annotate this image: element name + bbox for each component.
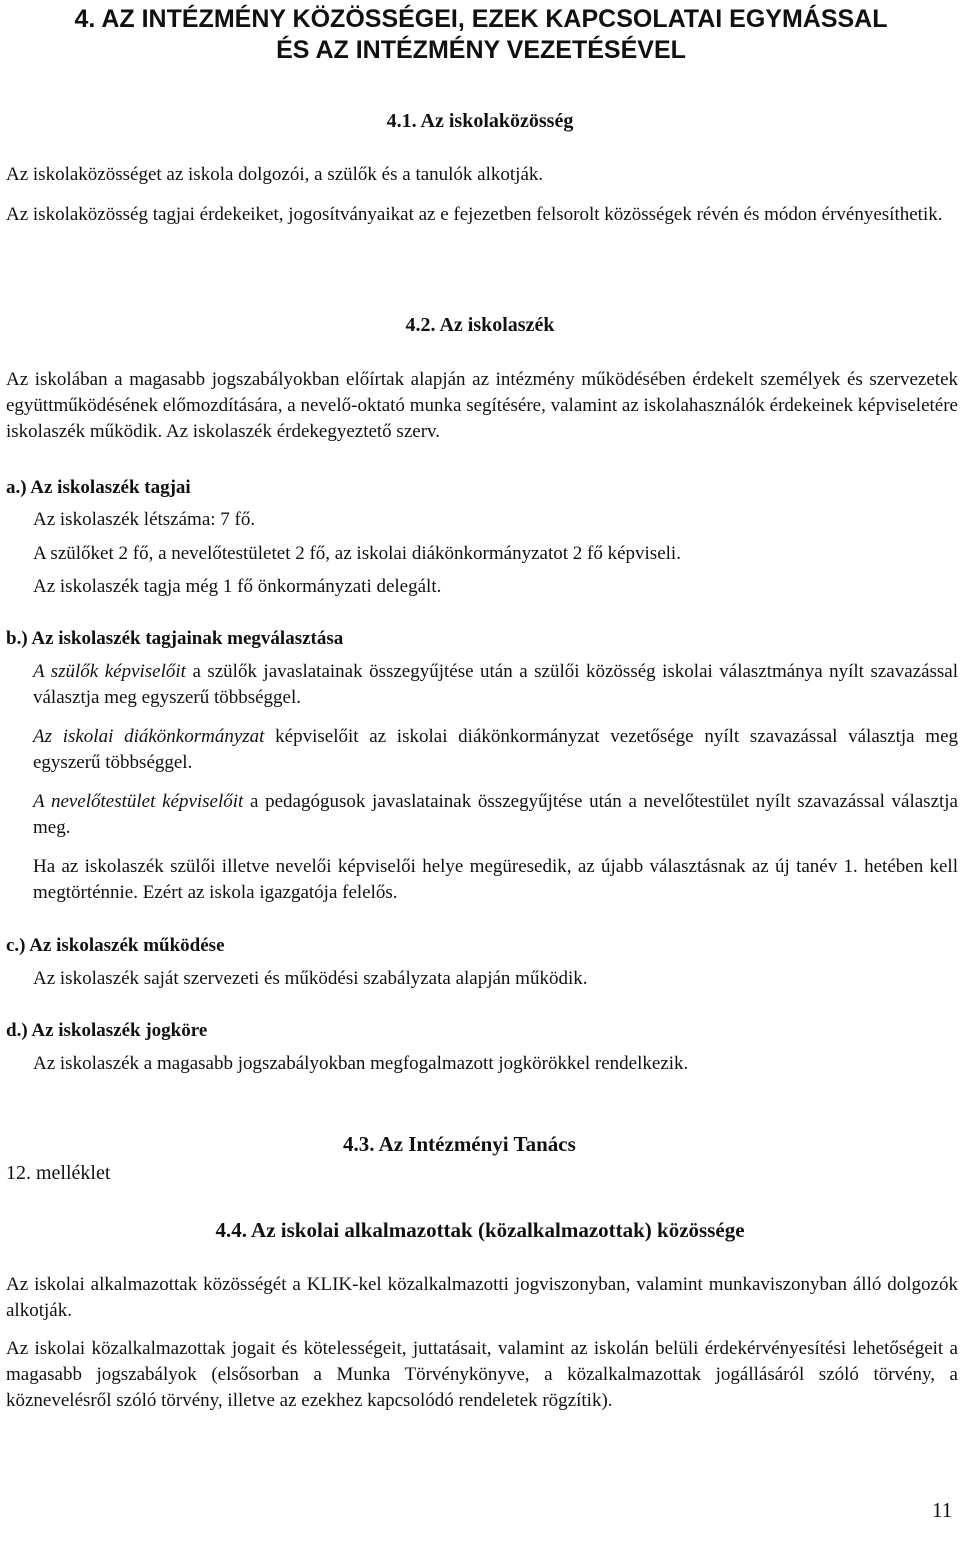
section-4-3-heading: 4.3. Az Intézményi Tanács	[343, 1132, 576, 1156]
section-4-4-paragraph-1: Az iskolai alkalmazottak közösségét a KLIK-kel közalkalmazotti jogviszonyban, valamint munkaviszonyban álló dolgozók alkotják.	[6, 1274, 958, 1321]
subsection-a-line-2: A szülőket 2 fő, a nevelőtestületet 2 fő, az iskolai diákönkormányzatot 2 fő képviseli.	[33, 543, 681, 564]
section-4-2-heading: 4.2. Az iskolaszék	[405, 314, 555, 336]
subsection-d-line-1: Az iskolaszék a magasabb jogszabályokban megfogalmazott jogkörökkel rendelkezik.	[33, 1053, 689, 1074]
section-4-2-paragraph-1: Az iskolában a magasabb jogszabályokban előírtak alapján az intézmény működésében érdekelt személyek és szervezetek együttműködésének előmozdítására, a nevelő-oktató munka segítésére, valamint az iskolahasználók érdekeinek képviseletére iskolaszék működik. Az iskolaszék érdekegyeztető szerv.	[6, 369, 958, 442]
section-4-4-heading: 4.4. Az iskolai alkalmazottak (közalkalmazottak) közössége	[215, 1218, 745, 1242]
subsection-b-paragraph-2-text: képviselőit az iskolai diákönkormányzat vezetősége nyílt szavazással választja meg egyszerű többséggel.	[33, 726, 959, 773]
chapter-title-line-2: ÉS AZ INTÉZMÉNY VEZETÉSÉVEL	[276, 36, 686, 64]
subsection-b-paragraph-3-emphasis: A nevelőtestület képviselőit	[33, 791, 244, 812]
subsection-a-heading: a.) Az iskolaszék tagjai	[6, 477, 191, 498]
subsection-b-paragraph-2-emphasis: Az iskolai diákönkormányzat	[33, 726, 265, 747]
subsection-b-paragraph-4: Ha az iskolaszék szülői illetve nevelői képviselői helye megüresedik, az újabb választásnak az új tanév 1. hetében kell megtörténnie. Ezért az iskola igazgatója felelős.	[33, 856, 958, 903]
subsection-b-paragraph-3-text: a pedagógusok javaslatainak összegyűjtése után a nevelőtestület nyílt szavazással választja meg.	[33, 791, 958, 838]
subsection-c-heading: c.) Az iskolaszék működése	[6, 935, 225, 956]
subsection-b-paragraph-2	[33, 724, 958, 776]
page-number: 11	[932, 1498, 953, 1522]
chapter-title	[6, 4, 956, 66]
subsection-a-line-3: Az iskolaszék tagja még 1 fő önkormányzati delegált.	[33, 576, 442, 597]
subsection-d-heading: d.) Az iskolaszék jogköre	[6, 1020, 208, 1041]
section-4-4-paragraph-2: Az iskolai közalkalmazottak jogait és kötelességeit, juttatásait, valamint az iskolán belüli érdekérvényesítési lehetőségeit a magasabb jogszabályok (elsősorban a Munka Törvénykönyve, a közalkalmazottak jogállásáról szóló törvény, a köznevelésről szóló törvény, illetve az ezekhez kapcsolódó rendeletek rögzítik).	[6, 1338, 958, 1411]
section-4-1-paragraph-2: Az iskolaközösség tagjai érdekeiket, jogosítványaikat az e fejezetben felsorolt közösségek révén és módon érvényesíthetik.	[6, 204, 943, 225]
subsection-b-paragraph-3	[33, 789, 958, 841]
attachment-note: 12. melléklet	[6, 1162, 111, 1184]
subsection-b-paragraph-1	[33, 659, 958, 711]
section-4-1-heading: 4.1. Az iskolaközösség	[386, 110, 574, 132]
section-4-1-paragraph-1: Az iskolaközösséget az iskola dolgozói, a szülők és a tanulók alkotják.	[6, 164, 544, 185]
subsection-c-line-1: Az iskolaszék saját szervezeti és működési szabályzata alapján működik.	[33, 968, 588, 989]
subsection-b-paragraph-1-text: a szülők javaslatainak összegyűjtése után a szülői közösség iskolai választmánya nyílt szavazással választja meg egyszerű többséggel.	[33, 661, 958, 708]
subsection-a-line-1: Az iskolaszék létszáma: 7 fő.	[33, 509, 256, 530]
subsection-b-paragraph-1-emphasis: A szülők képviselőit	[33, 661, 186, 682]
subsection-b-heading: b.) Az iskolaszék tagjainak megválasztása	[6, 628, 344, 649]
chapter-title-line-1: 4. AZ INTÉZMÉNY KÖZÖSSÉGEI, EZEK KAPCSOLATAI EGYMÁSSAL	[74, 5, 888, 33]
